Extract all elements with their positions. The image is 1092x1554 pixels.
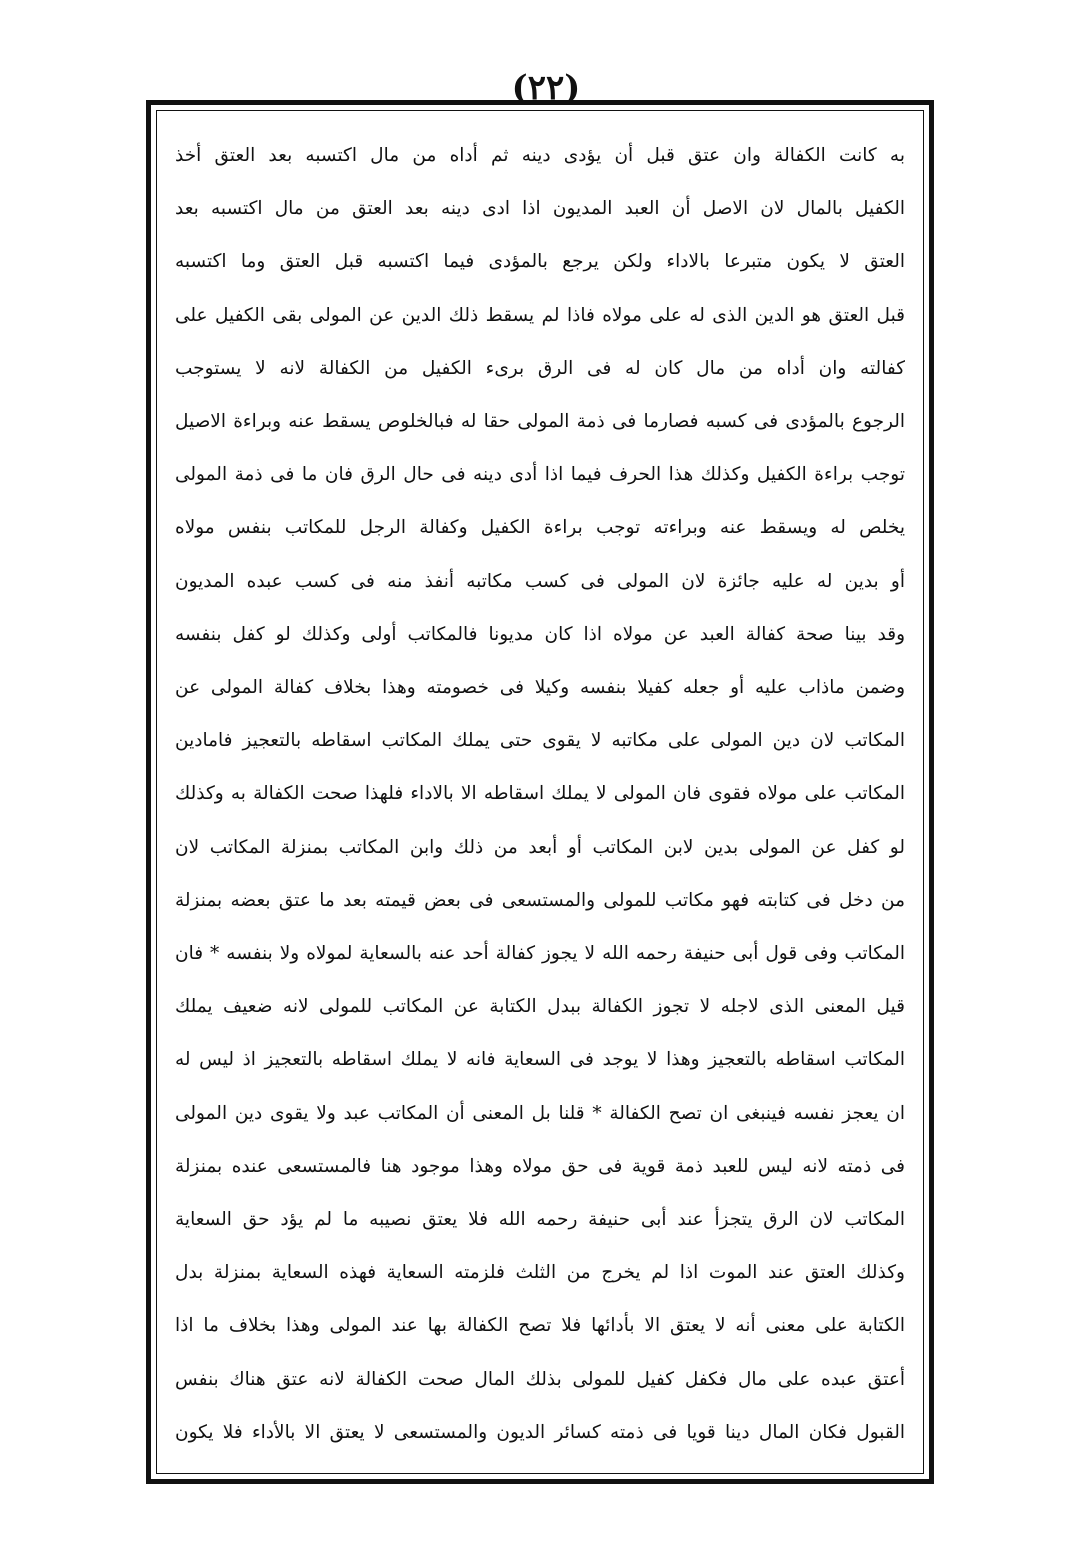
text-line: القبول فكان المال دينا قويا فى ذمته كسائر الديون والمستسعى لا يعتق الا بالأداء فلا يكون bbox=[175, 1421, 905, 1443]
text-line: العتق لا يكون متبرعا بالاداء ولكن يرجع بالمؤدى فيما اكتسبه قبل العتق وما اكتسبه bbox=[175, 251, 905, 273]
text-line: ان يعجز نفسه فينبغى ان تصح الكفالة * قلنا بل المعنى أن المكاتب عبد ولا يقوى دين المولى bbox=[175, 1102, 905, 1124]
text-line: الكتابة على معنى أنه لا يعتق الا بأدائها فلا تصح الكفالة بها عند المولى وهذا بخلاف ما اذا bbox=[175, 1315, 905, 1337]
text-line: المكاتب على مولاه فقوى فان المولى لا يملك اسقاطه الا بالاداء فلهذا صحت الكفالة به وكذلك bbox=[175, 783, 905, 805]
text-line: المكاتب لان الرق يتجزأ عند أبى حنيفة رحمه الله فلا يعتق نصيبه ما لم يؤد حق السعاية bbox=[175, 1209, 905, 1231]
text-line: قيل المعنى الذى لاجله لا تجوز الكفالة ببدل الكتابة عن المكاتب للمولى لانه ضعيف يملك bbox=[175, 996, 905, 1018]
page-border bbox=[146, 100, 934, 1484]
text-line: به كانت الكفالة وان عتق قبل أن يؤدى دينه ثم أداه من مال اكتسبه بعد العتق أخذ bbox=[175, 145, 905, 166]
text-line: المكاتب وفى قول أبى حنيفة رحمه الله لا يجوز كفالة أحد عنه بالسعاية لمولاه ولا بنفسه * فان bbox=[175, 943, 905, 965]
text-line: المكاتب اسقاطه بالتعجيز وهذا لا يوجد فى السعاية فانه لا يملك اسقاطه بالتعجيز اذ ليس له bbox=[175, 1049, 905, 1071]
text-line: فى ذمته لانه ليس للعبد ذمة قوية فى حق مولاه وهذا موجود هنا فالمستسعى عنده بمنزلة bbox=[175, 1155, 905, 1177]
text-line: كفالته وان أداه من مال كان له فى الرق برىء الكفيل من الكفالة لانه لا يستوجب bbox=[175, 357, 905, 379]
text-line: يخلص له ويسقط عنه وبراءته توجب براءة الكفيل وكفالة الرجل للمكاتب بنفس مولاه bbox=[175, 517, 905, 539]
inner-border bbox=[156, 110, 924, 1474]
page-number: (٢٢) bbox=[511, 68, 581, 108]
text-line: الرجوع بالمؤدى فى كسبه فصارما فى ذمة المولى حقا له فبالخلوص يسقط عنه وبراءة الاصيل bbox=[175, 411, 905, 433]
text-line: من دخل فى كتابته فهو مكاتب للمولى والمستسعى فى بعض قيمته بعد ما عتق بعضه بمنزلة bbox=[175, 889, 905, 911]
text-line: توجب براءة الكفيل وكذلك هذا الحرف فيما اذا أدى دينه فى حال الرق فان ما فى ذمة المولى bbox=[175, 464, 905, 486]
text-line: قبل العتق هو الدين الذى له على مولاه فاذا لم يسقط ذلك الدين عن المولى بقى الكفيل على bbox=[175, 304, 905, 326]
text-line: أعتق عبده على مال فكفل كفيل للمولى بذلك المال صحت الكفالة لانه عتق هناك بنفس bbox=[175, 1368, 905, 1390]
text-line: المكاتب لان دين المولى على مكاتبه لا يقوى حتى يملك المكاتب اسقاطه بالتعجيز فامادين bbox=[175, 730, 905, 752]
text-line: أو بدين له عليه جائزة لان المولى فى كسب مكاتبه أنفذ منه فى كسب عبده المديون bbox=[175, 570, 905, 592]
text-line: وضمن ماذاب عليه أو جعله كفيلا بنفسه وكيلا فى خصومته وهذا بخلاف كفالة المولى عن bbox=[175, 677, 905, 699]
main-text bbox=[175, 129, 905, 1459]
text-line: وكذلك العتق عند الموت اذا لم يخرج من الثلث فلزمته السعاية فهذه السعاية بمنزلة بدل bbox=[175, 1262, 905, 1284]
text-line: لو كفل عن المولى بدين لابن المكاتب أو أبعد من ذلك وابن المكاتب بمنزلة المكاتب لان bbox=[175, 836, 905, 858]
text-line: وقد بينا صحة كفالة العبد عن مولاه اذا كان مديونا فالمكاتب أولى وكذلك لو كفل بنفسه bbox=[175, 623, 905, 645]
text-line: الكفيل بالمال لان الاصل أن العبد المديون اذا ادى دينه بعد العتق من مال اكتسبه بعد bbox=[175, 198, 905, 220]
